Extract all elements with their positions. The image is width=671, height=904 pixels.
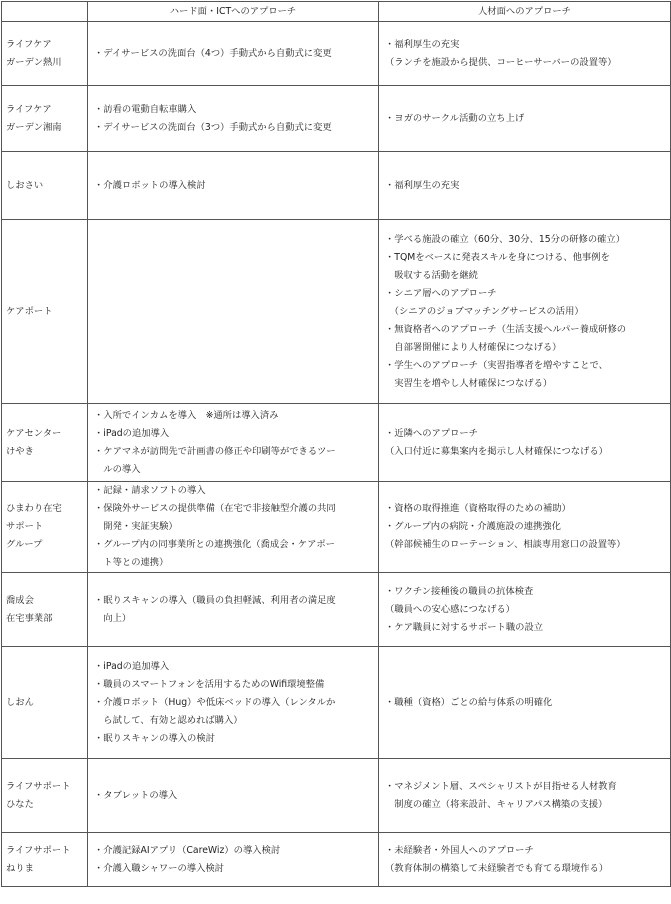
cell-text-line: ガーデン熱川 xyxy=(6,56,62,68)
table-row xyxy=(2,220,671,404)
human-resources-cell xyxy=(379,647,671,759)
facility-name-cell xyxy=(2,833,88,887)
table-row xyxy=(2,404,671,482)
cell-text-line: ・学べる施設の確立（60分、30分、15分の研修の確立） xyxy=(385,233,626,245)
cell-text-line: ・学生へのアプローチ（実習指導者を増やすことで、 xyxy=(385,359,608,371)
cell-text-line: 自部署開催により人材確保につなげる） xyxy=(385,341,562,353)
hard-ict-cell xyxy=(88,86,379,152)
facility-name-cell xyxy=(2,647,88,759)
cell-text-line: 制度の確立（将来設計、キャリアパス構築の支援） xyxy=(385,798,608,810)
cell-text-line: ・職種（資格）ごとの給与体系の明確化 xyxy=(385,696,553,708)
cell-text-line: ・TQMをベースに発表スキルを身につける、他事例を xyxy=(385,251,610,263)
hard-ict-cell xyxy=(88,759,379,833)
approach-table xyxy=(1,1,671,887)
cell-text-line: サポート xyxy=(6,521,44,532)
table-row xyxy=(2,647,671,759)
human-resources-cell xyxy=(379,220,671,404)
table-row xyxy=(2,573,671,647)
facility-name-cell xyxy=(2,482,88,573)
cell-text-line: ・近隣へのアプローチ xyxy=(385,427,478,439)
facility-name-cell xyxy=(2,404,88,482)
hard-ict-cell xyxy=(88,482,379,573)
facility-name-cell xyxy=(2,220,88,404)
cell-text-line: ライフケア xyxy=(6,103,52,115)
cell-text-line: ・介護入職シャワーの導入検討 xyxy=(94,862,224,874)
cell-text-line: ・ケア職員に対するサポート職の設立 xyxy=(385,621,544,633)
header-hard-ict: ハード面・ICTへのアプローチ xyxy=(88,2,379,22)
cell-text-line: ・訪看の電動自転車購入 xyxy=(94,103,197,115)
cell-text-line: しおさい xyxy=(6,179,44,191)
facility-name-cell xyxy=(2,86,88,152)
cell-text-line: （教育体制の構築して未経験者でも育てる環境作る） xyxy=(385,862,609,874)
table-row xyxy=(2,482,671,573)
cell-text-line: ・ヨガのサークル活動の立ち上げ xyxy=(385,112,525,124)
cell-text-line: ・眠りスキャンの導入の検討 xyxy=(94,732,215,744)
cell-text-line: ・介護ロボットの導入検討 xyxy=(94,179,206,191)
facility-name-cell xyxy=(2,759,88,833)
cell-text-line: ・介護ロボット（Hug）や低床ベッドの導入（レンタルか xyxy=(94,696,336,708)
cell-text-line: ・タブレットの導入 xyxy=(94,789,178,801)
cell-text-line: ルの導入 xyxy=(94,463,141,475)
cell-text-line: ・グループ内の同事業所との連携強化（喬成会・ケアポー xyxy=(94,539,335,550)
cell-text-line: グループ xyxy=(6,539,43,550)
cell-text-line: 吸収する活動を継続 xyxy=(385,269,478,281)
cell-text-line: ガーデン湘南 xyxy=(6,121,62,133)
cell-text-line: ・資格の取得推進（資格取得のための補助） xyxy=(385,503,571,514)
hard-ict-cell xyxy=(88,220,379,404)
cell-text-line: ライフケア xyxy=(6,38,52,50)
cell-text-line: ・眠りスキャンの導入（職員の負担軽減、利用者の満足度 xyxy=(94,594,336,606)
cell-text-line: 実習生を増やし人材確保につなげる） xyxy=(385,377,553,389)
cell-text-line: ・福利厚生の充実 xyxy=(385,179,460,191)
cell-text-line: ・デイサービスの洗面台（4つ）手動式から自動式に変更 xyxy=(94,47,332,59)
cell-text-line: けやき xyxy=(6,445,34,457)
cell-text-line: ライフサポート xyxy=(6,844,71,856)
cell-text-line: ・無資格者へのアプローチ（生活支援ヘルパー養成研修の xyxy=(385,323,627,335)
cell-text-line: （シニアのジョブマッチングサービスの活用） xyxy=(385,305,584,317)
hard-ict-cell xyxy=(88,833,379,887)
cell-text-line: ・シニア層へのアプローチ xyxy=(385,287,497,299)
hard-ict-cell xyxy=(88,152,379,220)
table-row xyxy=(2,86,671,152)
cell-text-line: （入口付近に募集案内を掲示し人材確保につなげる） xyxy=(385,445,608,457)
human-resources-cell xyxy=(379,573,671,647)
cell-text-line: ひまわり在宅 xyxy=(6,503,62,514)
cell-text-line: 喬成会 xyxy=(6,594,34,606)
cell-text-line: （幹部候補生のローテーション、相談専用窓口の設置等） xyxy=(385,539,626,550)
cell-text-line: しおん xyxy=(6,696,34,708)
cell-text-line: ライフサポート xyxy=(6,780,71,792)
cell-text-line: ねりま xyxy=(6,862,34,874)
facility-name-cell xyxy=(2,22,88,86)
cell-text-line: （ランチを施設から提供、コーヒーサーバーの設置等） xyxy=(385,56,617,68)
table-row xyxy=(2,759,671,833)
cell-text-line: ・保険外サービスの提供準備（在宅で非接触型介護の共同 xyxy=(94,503,336,514)
table-body xyxy=(2,22,671,887)
cell-text-line: ・職員のスマートフォンを活用するためのWifi環境整備 xyxy=(94,678,325,690)
table-row xyxy=(2,22,671,86)
cell-text-line: ・デイサービスの洗面台（3つ）手動式から自動式に変更 xyxy=(94,121,332,133)
header-row xyxy=(2,2,671,22)
cell-text-line: ・福利厚生の充実 xyxy=(385,38,460,50)
cell-text-line: ト等との連携） xyxy=(94,557,169,568)
facility-name-cell xyxy=(2,152,88,220)
table-row xyxy=(2,152,671,220)
human-resources-cell xyxy=(379,833,671,887)
cell-text-line: ・ケアマネが訪問先で計画書の修正や印刷等ができるツー xyxy=(94,445,336,457)
cell-text-line: ら試して、有効と認めれば購入） xyxy=(94,714,243,726)
cell-text-line: ・マネジメント層、スペシャリストが目指せる人材教育 xyxy=(385,780,617,792)
hard-ict-cell xyxy=(88,22,379,86)
human-resources-cell xyxy=(379,22,671,86)
cell-text-line: 向上） xyxy=(94,612,132,624)
header-empty-cell xyxy=(2,2,88,22)
human-resources-cell xyxy=(379,482,671,573)
header-human-resources: 人材面へのアプローチ xyxy=(379,2,671,22)
cell-text-line: （職員への安心感につなげる） xyxy=(385,603,515,615)
cell-text-line: ・介護記録AIアプリ（CareWiz）の導入検討 xyxy=(94,844,281,856)
human-resources-cell xyxy=(379,152,671,220)
cell-text-line: 在宅事業部 xyxy=(6,612,53,624)
cell-text-line: ひなた xyxy=(6,798,34,810)
cell-text-line: ・記録・請求ソフトの導入 xyxy=(94,485,206,496)
table-row xyxy=(2,833,671,887)
hard-ict-cell xyxy=(88,404,379,482)
cell-text-line: ・未経験者・外国人へのアプローチ xyxy=(385,844,534,856)
cell-text-line: ・グループ内の病院・介護施設の連携強化 xyxy=(385,521,561,532)
human-resources-cell xyxy=(379,759,671,833)
cell-text-line: ・iPadの追加導入 xyxy=(94,660,170,672)
cell-text-line: ・iPadの追加導入 xyxy=(94,427,170,439)
cell-text-line: ケアポート xyxy=(6,305,53,317)
cell-text-line: ・入所でインカムを導入 ※通所は導入済み xyxy=(94,409,279,421)
human-resources-cell xyxy=(379,86,671,152)
cell-text-line: ケアセンター xyxy=(6,427,62,439)
hard-ict-cell xyxy=(88,573,379,647)
hard-ict-cell xyxy=(88,647,379,759)
human-resources-cell xyxy=(379,404,671,482)
cell-text-line: ・ワクチン接種後の職員の抗体検査 xyxy=(385,585,534,597)
facility-name-cell xyxy=(2,573,88,647)
cell-text-line: 開発・実証実験） xyxy=(94,521,178,532)
